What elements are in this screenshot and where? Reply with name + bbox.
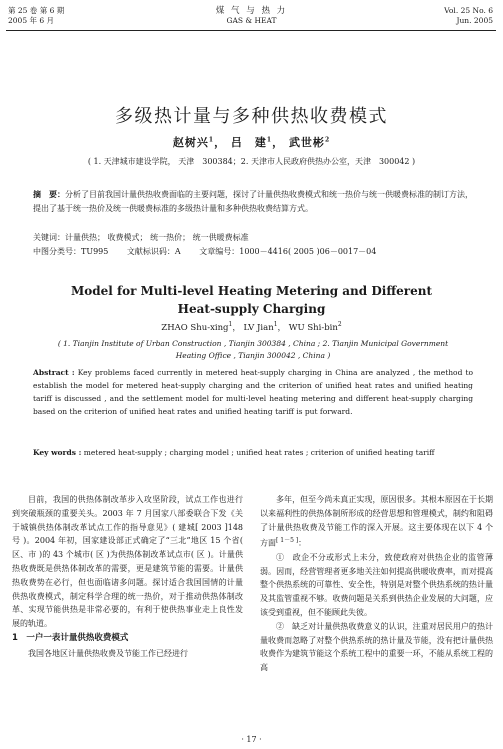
paper-title-en — [0, 282, 503, 318]
header-date-cn: 2005 年 6 月 — [8, 16, 55, 25]
author-affil-mark: 1 — [208, 136, 215, 144]
keywords-text-en: metered heat-supply ; charging model ; unified heat rates ; criterion of unified heating tariff — [83, 448, 435, 457]
doc-code: A — [174, 247, 181, 256]
paper-title-en-line1: Model for Multi-level Heating Metering and Different — [70, 284, 433, 298]
author-name-en: ZHAO Shu-xing — [161, 323, 229, 333]
author-separator: ， — [272, 136, 285, 149]
body-text: 多年，但至今尚未真正实现，原因很多。其根本原因在于长期以来福利性的供热体制所形成的经营思想和管理模式，制约和阻碍了计量供热收费及节能工作的深入开展。这主要体现在以下 4 个方面 — [260, 495, 493, 549]
author-affil-mark: 1 — [266, 136, 273, 144]
body-paragraph: ② 缺乏对计量供热收费意义的认识，注重对居民用户的热计量收费而忽略了对整个供热系统的热计量及节能，没有把计量供热收费作为建筑节能这个系统工程中的重要一环，不能从系统工程的高 — [260, 621, 493, 673]
affiliation-cn: ( 1. 天津城市建设学院， 天津 300384；2. 天津市人民政府供热办公室，天津 300042 ) — [87, 157, 416, 166]
paper-title-en-line2: Heat-supply Charging — [177, 302, 326, 316]
header-vol-no: Vol. 25 No. 6 — [444, 6, 493, 15]
keywords-label-en: Key words : — [33, 448, 82, 457]
body-column-right — [260, 493, 493, 675]
clc-code: TU995 — [81, 247, 109, 256]
author-separator: ， — [232, 323, 241, 333]
clc-label: 中图分类号： — [33, 247, 81, 256]
body-paragraph — [260, 493, 493, 551]
author-name: 赵树兴 — [172, 136, 209, 149]
abstract-label-cn: 摘 要： — [33, 189, 65, 199]
keywords-label-cn: 关键词： — [33, 233, 65, 242]
author-name-en: LV Jian — [243, 323, 274, 333]
journal-name-cn: 煤 气 与 热 力 — [215, 6, 288, 16]
citation-ref: [ 1－5 ] — [276, 537, 299, 545]
keywords-en — [33, 446, 473, 459]
paper-title-cn: 多级热计量与多种供热收费模式 — [115, 106, 388, 127]
author-affil-mark: 2 — [324, 136, 331, 144]
author-affil-mark: 2 — [337, 321, 342, 329]
body-text: ： — [298, 539, 307, 549]
affiliation-en — [33, 338, 473, 362]
abstract-text-en: Key problems faced currently in metered heat-supply charging in China are analyzed , the method to establish the model for metered heat-supply charging and the criterion of unified heat rates and unified heating tariff is discussed , and the settlement model for multi-level heating metering and different heat-supply charging based on the criterion of unified heat rates and unified heating tariff is put forward. — [33, 368, 473, 416]
abstract-en — [33, 366, 473, 418]
author-name-en: WU Shi-bin — [288, 323, 338, 333]
body-column-left — [12, 493, 243, 661]
affiliation-en-line2: Heating Office , Tianjin 300042 , China ) — [175, 351, 331, 360]
body-paragraph: 我国各地区计量供热收费及节能工作已经进行 — [28, 648, 188, 658]
affiliation-en-line1: ( 1. Tianjin Institute of Urban Construction , Tianjin 300384 , China ; 2. Tianjin Municipal Government — [57, 339, 449, 348]
header-vol-en — [444, 6, 493, 26]
article-no: 1000－4416( 2005 )06－0017－04 — [239, 247, 377, 256]
author-affil-mark: 1 — [273, 321, 278, 329]
author-separator: ， — [277, 323, 287, 333]
author-name: 吕 建 — [230, 136, 267, 149]
header-date-en: Jun. 2005 — [456, 16, 493, 25]
keywords-text-cn: 计量供热； 收费模式； 统一热价； 统一供暖费标准 — [65, 233, 249, 242]
journal-name-en: GAS & HEAT — [226, 16, 277, 25]
body-paragraph: 目前，我国的供热体制改革步入攻坚阶段，试点工作也进行到突破瓶颈的重要关头。2003 年 7 月国家八部委联合下发《关于城镇供热体制改革试点工作的指导意见》( 建城[ 2003 ]148 号 )。2004 年初，国家建设部正式确定了“三北”地区 15 个省( 区、市 )的 43 个城市( 区 )为供热体制改革试点市( 区 )。计量供热收费既是供热体制改革的需要，更是建筑节能的需要。计量供热收费势在必行，但也面临诸多问题。探讨适合我国国情的计量供热收费模式，制定科学合理的统一热价，对于推动供热体制改革、实现节能供热是非常必要的，有利于使供热事业走上良性发展的轨道。 — [12, 495, 243, 629]
section-heading: 1 一户一表计量供热收费模式 — [12, 632, 129, 643]
article-no-label: 文章编号： — [199, 247, 240, 256]
abstract-text-cn: 分析了目前我国计量供热收费面临的主要问题，探讨了计量供热收费模式和统一热价与统一供暖费标准的制订方法，提出了基于统一热价及统一供暖费标准的多级热计量和多种供热收费结算方式。 — [33, 190, 473, 213]
author-affil-mark: 1 — [228, 321, 233, 329]
header-journal — [0, 6, 503, 26]
authors-en — [0, 321, 503, 333]
author-name: 武世彬 — [288, 136, 325, 149]
page-number: · 17 · — [241, 735, 262, 744]
header-volume: 第 25 卷 第 6 期 — [8, 6, 65, 15]
keywords-cn — [33, 231, 473, 245]
abstract-cn — [33, 188, 473, 215]
abstract-label-en: Abstract : — [33, 368, 75, 377]
classification-cn — [33, 245, 473, 259]
authors-cn — [0, 134, 503, 150]
doc-label: 文献标识码： — [126, 247, 175, 256]
author-separator: ， — [214, 136, 227, 149]
body-paragraph: ① 政企不分或形式上未分，致使政府对供热企业的监管薄弱。因而，经营管理者更多地关注如何提高供暖收费率，而对提高整个供热系统的可靠性、安全性，特别是对整个供热系统的热计量及其监管重视不够。收费问题是关系到供热企业发展的大问题，应该受到重视，但不能顾此失彼。 — [260, 552, 493, 618]
header-divider — [6, 30, 496, 31]
